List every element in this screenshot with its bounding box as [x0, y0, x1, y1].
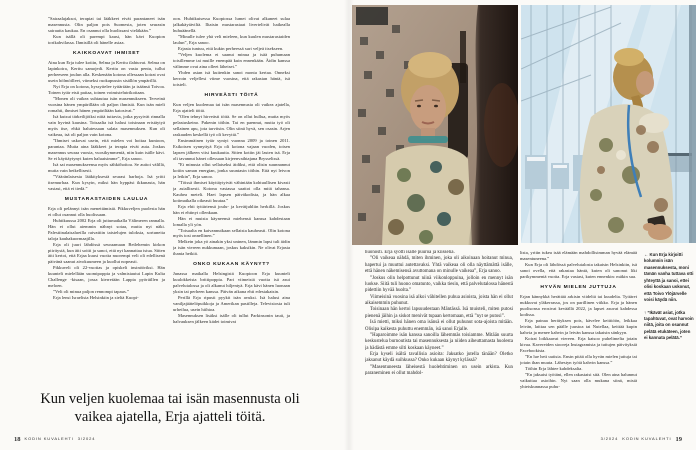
body-paragraph: ”Masentuneesta läheisestä huolehtiminen on usein arkista. Kun paraneminen ei ollut mahdol-: [365, 364, 513, 377]
body-paragraph: Melkein joka yö ainakin yksi uninen, lämmin lapsi tuli äidin ja isän viereen nukkumaan, joskus kaksikin. Ne olivat Erjasta ihania hetkiä.: [173, 239, 290, 257]
body-paragraph: Hän ei muista käyneensä miehensä kanssa kahdestaan lomalla yli yön.: [173, 215, 290, 227]
photo-erja-atrium: [521, 5, 696, 243]
body-paragraph: ”Olen tehnyt hirveästi töitä. Se on ollut hullua, mutta myös pelastuskeino. Pakenin töihin. Tai en paennut, mutta työ oli sellainen apu, jota tarvitsin. Olin siinä hyvä, sen osasin. Arjen raskauden keskellä työ oli kevyttä.”: [173, 113, 290, 137]
body-paragraph: Erja oli pelännyt isän menettämistä. Pikkuveljen puolesta hän ei ollut osannut olla huolissaan.: [48, 205, 165, 217]
issue-number: 3/2024: [600, 436, 619, 441]
body-paragraph: Junassa matkalla Helsingistä Kuopioon Erja kuunteli kuulokkeista brittipoppia. Pari viimeistä vuotta isä asui palvelutalossa ja oli alkanut hiljentyä. Erja kävi hänen luonaan yksin tai perheen kanssa. Päivän aikana ehti edestakaisin.: [173, 271, 290, 295]
body-paragraph: Huhtikuussa 2002 Erja oli juttumatkalla Välimeren rannalla. Hän ei ollut aiemmin nähnyt sotaa, mutta nyt näki. Palestiinalaisalueilla raivattiin taistelujen tuloksia, sortuneita taloja kauhakuormaajilla.: [48, 217, 165, 241]
photo-pointer-arrow-icon: ←: [644, 252, 650, 257]
body-paragraph: huonosti. Erja syötti isälle puuroa ja kiisseliä.: [365, 250, 455, 255]
body-paragraph: Kun isällä oli parempi kausi, hän kävi Kuopion torikahvilassa. Ihmisillä oli hänelle asiaa.: [48, 33, 165, 45]
section-heading: HIRVEÄSTI TÖITÄ: [204, 92, 259, 98]
center-fold-shadow: [344, 0, 354, 450]
body-paragraph: Toisinaan hän kertoi lapsuudestaan Mäntässä. Isä muisteli, miten putosi pienenä jäihin ja siskot menivät tupaan kertomaan, että ”nyt se putosi”.: [365, 307, 513, 319]
magazine-name: KODIN KUVALEHTI: [622, 436, 672, 441]
body-paragraph: ”Haparoimme isän kanssa sanoilla lähemmäs toisiamme. Mitään suurta keskustelua burnoutista tai masennuksesta ja niiden aiheuttamasta huolesta ja hädästä emme silti koskaan käyneet.”: [365, 332, 513, 351]
page-number: 18: [14, 436, 21, 443]
body-paragraph: ”En jaksaisi työtäni, ellen rakastaisi sitä. Olen aina halunnut vaikuttaa asioihin. Nyt saan olla mukana siinä, mistä yhteiskunnassa puhu-: [520, 371, 637, 389]
body-paragraph: Ensimmäinen tytär syntyi vuonna 2009 ja toinen 2011. Esikoisen synnyttyä Erja oli kotona vajaan vuoden, toisen lapsen jälkeen viisi kuukautta. Sitten kotiin jäi lasten isä. Erja oli tavannut hänet ollessaan kirjeenvaihtajana Brysselissä.: [173, 137, 290, 161]
body-paragraph: Isä mietti, miksi hänen oma isänsä ei ollut puhunut sota-ajoista mitään. Olisipa kaikesta puhuttu enemmän, isä sanoi Erjalle.: [365, 320, 513, 332]
issue-number: 3/2024: [77, 436, 96, 441]
body-paragraph: Erja kyseli isältä tavallisia asioita: Jaksatko jutella tänään? Oletko jaksanut käydä suihkussa? Onko kukaan käynyt kylässä?: [365, 352, 513, 364]
body-paragraph: Pikkuveli oli 22-vuotias ja opiskeli insinööriksi. Hän kuunteli mielellään suomipoppia ja valmistautui Lapin Kulta Challenge -kisaan, jossa kierretään Lappia pyöräillen ja meloen.: [48, 265, 165, 289]
body-paragraph: ”Veljen kuolema ei saanut minua ja isää puhumaan toisillemme tai muille enempää kuin ennenkään. Äidin kanssa välimme ovat aina olleet läheiset.”: [173, 51, 290, 69]
body-paragraph: Erja painaa herätyksen pois, kävelee keittiöön, leikkaa leivän, laittaa sen päälle juustoa tai Nutellaa, keittää kupin kahvia ja menee kahvin ja leivän kanssa takaisin sänkyyn.: [520, 317, 637, 335]
body-paragraph: Erja ehti tyttäriensä joulu- ja kevätjuhliin herkillä. Joskus hän ei ehtinyt ollenkaan.: [173, 203, 290, 215]
magazine-name: KODIN KUVALEHTI: [24, 436, 74, 441]
body-paragraph: ”Toisaalta en kaivannutkaan sellaista kauheasti. Olin kotona myös tosi onnellinen.”: [173, 227, 290, 239]
body-paragraph: Töihin Erja lähtee kahdeksalta.: [525, 365, 583, 371]
body-paragraph: ”Veli oli minua paljon rennompi tapaus.”: [53, 289, 129, 295]
body-paragraph: Kun veljen kuolemaa tai isän masennusta oli vaikea ajatella, Erja ajatteli töitä.: [173, 101, 290, 113]
photo-erja-closeup: [352, 5, 518, 245]
body-paragraph: Masennuksen lisäksi isälle oli tullut Parkinsonin tauti, ja halvauksen jälkeen kädet toimivat: [173, 313, 290, 325]
right-page-column-1: [365, 250, 513, 427]
body-paragraph: ”Monen oli vaikea suhtautua isän masennukseen. Terveinä vuosina hänen ympärillään oli paljon ihmisiä. Kun isän mieli romahti, ihmiset hänen ympäriltään katosivat.”: [48, 95, 165, 113]
footer-right: [601, 436, 682, 443]
body-paragraph: ”Vääränlaisesta lääkityksestä seurasi harhoja. Isä yritti itsemurhaa. Kun kysyin, miksi hän hyppäsi ikkunasta, hän vastasi, että ei tiedä.”: [48, 173, 165, 191]
body-paragraph: Yhden asian isä kuitenkin sanoi monta kertaa. Onneksi kerroin veljellesi viime vuosina, että rakastan häntä, isä toisteli.: [173, 69, 290, 87]
body-paragraph: ”Minulle tulee yhä veli mieleen, kun kuulen mustarastaiden laulun”, Erja sanoo.: [173, 33, 290, 45]
right-page-column-2: [520, 250, 637, 427]
section-heading: MUSTARASTAIDEN LAULUA: [64, 196, 149, 202]
body-paragraph: Koirat loikkaavat viereen. Erja katsoo puhelimelta jotain kivaa. Kavereiden stooreja Instagramista ja tuttujen päivityksiä Facebookista.: [520, 335, 637, 353]
page-number: 19: [675, 436, 682, 443]
body-paragraph: Erja oli juuri lähdössä seuraamaan Betlehemin kirkon piiritystä, kun äiti soitti ja sanoi, että nyt kannattaa istua. Sitten äiti kertoi, että Erjaa kuusi vuotta nuorempi veli oli edellisenä päivänä saanut aivokuumeen ja kuollut nopeasti.: [48, 241, 165, 265]
body-paragraph: oon. Huhtikuisessa Kuopiossa lumet olivat alkaneet sulaa jalkakäytäviltä. Iltaisin mustarastaat livertelivät haikealla huhuäänellä.: [173, 16, 290, 33]
body-paragraph: ”Ei minusta ollut sellaiseksi äidiksi, että olisin suunnannut kotiin saman energian, jonka suuntasin töihin. Että nyt leivon ja leikin”, Erja sanoo.: [173, 161, 290, 179]
body-paragraph: Viimeisinä vuosina isä alkoi vähitellen puhua asioista, joista hän ei ollut aikaisemmin puhunut.: [365, 294, 513, 306]
left-page-column-1: [48, 16, 165, 386]
body-paragraph: Isä kutsui tärkeilijöiksi niitä tuttavia, jotka pysyivät rinnalla vain hyvinä kausina. Toisaalta isä halusi toisinaan eristäytyä myös itse, ehkä halutessaan salata masennuksen. Kun oli vaikeaa, isä oli paljon vain kotona.: [48, 113, 165, 137]
body-paragraph: Erjan kännykkä herättää arkisin viideltä tai kuudelta. Tyttäret nukkuvat yläkerrassa, jos on parillinen viikko. Erja ja hänen puolisonsa erosivat keväällä 2022, ja lapset asuvat kahdessa kodissa.: [520, 293, 637, 317]
body-paragraph: Aina kun Erja tulee kotiin, Selma ja Kerttu ilahtuvat. Selma on lapinkoira, Kerttu samojedi. Kerttu on vasta pentu, tullut perheeseen joulun alla. Keskenään kotona ollessaan koirat ovat usein hölmöilleet, viimeksi ruokapussin sisällön ympärillä.: [48, 59, 165, 83]
photo-pointer-arrow-icon: ↑: [644, 309, 648, 315]
section-heading: HYVÄN MIELEN JUTTUJA: [540, 284, 617, 290]
body-paragraph: ”Joskus olin helpottunut niinä viikonloppuina, jolloin en mennyt isän luokse. Siitä tuli huono omatunto, vaikka tiesin, että palvelutalossa hänestä pidettiin hyvää huolta.”: [365, 275, 513, 294]
body-paragraph: lista, yritin tukea isää elämään mahdollisimman hyvää elämää masentuneena.”: [520, 250, 637, 261]
body-paragraph: ”Sairaalajaksot, terapiat tai lääkkeet eivät parantaneet isän masennusta. Olin paljon pois Suomesta, joten seurasin sairautta kaukaa. En osannut olla huolissani vieläkään.”: [48, 16, 165, 33]
body-paragraph: ”Ihmiset uskovat usein, että mielen voi hoitaa kuntoon, parantaa. Mutta aina lääkkeet ja terapia eivät auta. Joskus masennus seuraa vuosia, vuosikymmeniä, niin kuin isälle kävi. Se ei käyttäytynyt kuten haluaisimme”, Erja sanoo.: [48, 137, 165, 161]
body-paragraph: ”En lue heti uutisia. Ensin pitää olla hyvän mielen juttuja tai jotain ihan muuta. Lähestyn työtä kahvin kanssa.”: [520, 353, 637, 365]
photo-caption: ↑ ”Ikävät asiat, jotka tapahtuvat, ovat harvoin niitä, joita on osannut pelätä etukäteen, joten ei kannata pelätä.”: [644, 309, 694, 341]
body-paragraph: ”Oli vaikeaa nähdä, miten ihminen, joka oli aikoinaan hoitanut minua, hapertui ja muuttui autettavaksi. Yhtä vaikeaa oli olla näyttämättä isälle, että hänen näkemisensä avuttomana on minulle vaikeaa”, Erja sanoo.: [365, 256, 513, 275]
pull-quote: Kun veljen kuolemaa tai isän masennusta oli vaikea ajatella, Erja ajatteli töitä.: [40, 391, 300, 425]
body-paragraph: Isä sai masennukseensa myös sähköhoitoa. Se auttoi välillä, mutta vain hetkellisesti.: [48, 161, 165, 173]
body-paragraph: ”Töissä ihmiset käyttäytyivät vähintään kohtuullisen kivasti ja asiallisesti. Kotona vastassa saattoi olla mitä tahansa. Kauhea meteli. Haet lapsen päiväkodista, ja hän alkaa kotimatkalla oikeasti huutaa.”: [173, 179, 290, 203]
photo-caption-column: [644, 252, 694, 427]
footer-left: [14, 436, 95, 443]
photo-caption: ← Kun Erja kirjoitti kolumnin isän masennuksesta, moni tämän vanha tuttava otti yhteyttä ja sanoi, ettei olisi koskaan uskonut, että Toivo Ylöjärvelle voisi käydä niin.: [644, 252, 694, 303]
left-page-column-2: [173, 16, 290, 386]
section-heading: KAIKKOAVAT IHMISET: [72, 50, 141, 56]
body-paragraph: Erjasta tuntuu, että kukin perheessä suri veljeä itsekseen.: [178, 45, 284, 51]
body-paragraph: Perillä Erja ripusti pyykit isän avuksi. Isä halusi aina vaniljajäätelöpuikkoja ja Amerikan pastilleja. Televisiosta tuli urheilua, usein hiihtoa.: [173, 295, 290, 313]
section-heading: ONKO KUKAAN KÄYNYT?: [193, 262, 270, 268]
body-paragraph: Erja lensi Israelista Helsinkiin ja sieltä Kuopi-: [53, 295, 139, 301]
body-paragraph: Kun Erja oli lähdössä palvelutalosta takaisin Helsinkiin, isä sanoi ovella, että rakastaa häntä, kuten oli sanonut liki parikymmentä vuotta. Erja vastasi, kuten ennenkin: mäkin sua.: [520, 261, 637, 279]
body-paragraph: Nyt Erja on kotona, hyssyttelee tyttäriään ja isäänsä Toivoa. Toinen tytär etsii paitaa, toinen voimistelutrikoitaan.: [48, 83, 165, 95]
